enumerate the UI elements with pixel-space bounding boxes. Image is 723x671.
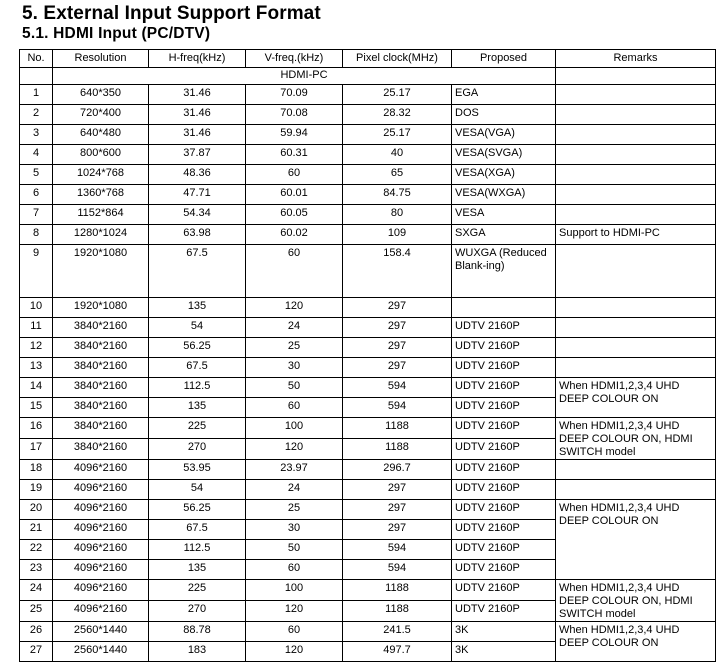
row-remarks bbox=[556, 460, 716, 480]
row-h-freq: 67.5 bbox=[149, 520, 246, 540]
row-resolution: 3840*2160 bbox=[53, 338, 149, 358]
row-proposed: VESA(SVGA) bbox=[452, 145, 556, 165]
row-remarks bbox=[556, 125, 716, 145]
row-pixel-clock: 297 bbox=[343, 520, 452, 540]
row-v-freq: 59.94 bbox=[246, 125, 343, 145]
row-remarks: When HDMI1,2,3,4 UHD DEEP COLOUR ON bbox=[556, 378, 716, 418]
row-remarks bbox=[556, 205, 716, 225]
row-pixel-clock: 594 bbox=[343, 378, 452, 398]
row-number: 15 bbox=[20, 398, 53, 418]
row-resolution: 1280*1024 bbox=[53, 225, 149, 245]
row-h-freq: 135 bbox=[149, 560, 246, 580]
col-header-no: No. bbox=[20, 50, 53, 68]
table-row bbox=[20, 105, 716, 125]
table-row bbox=[20, 358, 716, 378]
row-proposed: UDTV 2160P bbox=[452, 480, 556, 500]
row-pixel-clock: 297 bbox=[343, 318, 452, 338]
row-proposed: VESA bbox=[452, 205, 556, 225]
row-remarks: Support to HDMI-PC bbox=[556, 225, 716, 245]
hdmi-input-format-table bbox=[19, 49, 716, 662]
row-number: 13 bbox=[20, 358, 53, 378]
col-header-h-freq: H-freq(kHz) bbox=[149, 50, 246, 68]
row-pixel-clock: 28.32 bbox=[343, 105, 452, 125]
row-resolution: 2560*1440 bbox=[53, 642, 149, 662]
col-header-resolution: Resolution bbox=[53, 50, 149, 68]
row-v-freq: 30 bbox=[246, 520, 343, 540]
row-h-freq: 67.5 bbox=[149, 358, 246, 378]
row-proposed: 3K bbox=[452, 622, 556, 642]
row-remarks bbox=[556, 165, 716, 185]
section-label: HDMI-PC bbox=[53, 68, 556, 85]
row-h-freq: 225 bbox=[149, 580, 246, 601]
row-v-freq: 23.97 bbox=[246, 460, 343, 480]
row-resolution: 640*350 bbox=[53, 85, 149, 105]
row-number: 11 bbox=[20, 318, 53, 338]
row-h-freq: 31.46 bbox=[149, 125, 246, 145]
row-v-freq: 60.01 bbox=[246, 185, 343, 205]
row-proposed: UDTV 2160P bbox=[452, 460, 556, 480]
row-number: 4 bbox=[20, 145, 53, 165]
row-remarks: When HDMI1,2,3,4 UHD DEEP COLOUR ON bbox=[556, 500, 716, 580]
row-pixel-clock: 297 bbox=[343, 480, 452, 500]
col-header-pixel-clock: Pixel clock(MHz) bbox=[343, 50, 452, 68]
row-v-freq: 120 bbox=[246, 642, 343, 662]
row-proposed: UDTV 2160P bbox=[452, 500, 556, 520]
table-row bbox=[20, 165, 716, 185]
row-proposed: UDTV 2160P bbox=[452, 418, 556, 439]
table-row bbox=[20, 378, 716, 398]
row-number: 3 bbox=[20, 125, 53, 145]
table-row bbox=[20, 338, 716, 358]
row-h-freq: 54 bbox=[149, 318, 246, 338]
table-row bbox=[20, 125, 716, 145]
row-proposed: UDTV 2160P bbox=[452, 398, 556, 418]
row-number: 17 bbox=[20, 439, 53, 460]
row-remarks bbox=[556, 85, 716, 105]
table-row bbox=[20, 298, 716, 318]
row-pixel-clock: 297 bbox=[343, 358, 452, 378]
row-remarks bbox=[556, 298, 716, 318]
row-proposed: DOS bbox=[452, 105, 556, 125]
row-number: 23 bbox=[20, 560, 53, 580]
row-v-freq: 100 bbox=[246, 580, 343, 601]
table-row bbox=[20, 418, 716, 439]
row-v-freq: 30 bbox=[246, 358, 343, 378]
row-pixel-clock: 594 bbox=[343, 560, 452, 580]
row-v-freq: 60 bbox=[246, 560, 343, 580]
row-v-freq: 60 bbox=[246, 398, 343, 418]
row-v-freq: 25 bbox=[246, 338, 343, 358]
row-number: 1 bbox=[20, 85, 53, 105]
col-header-v-freq: V-freq.(kHz) bbox=[246, 50, 343, 68]
table-row bbox=[20, 185, 716, 205]
row-v-freq: 24 bbox=[246, 318, 343, 338]
row-number: 27 bbox=[20, 642, 53, 662]
section-row bbox=[20, 68, 716, 85]
row-h-freq: 54.34 bbox=[149, 205, 246, 225]
row-resolution: 4096*2160 bbox=[53, 580, 149, 601]
row-remarks: When HDMI1,2,3,4 UHD DEEP COLOUR ON, HDMI SWITCH model bbox=[556, 580, 716, 622]
row-h-freq: 56.25 bbox=[149, 500, 246, 520]
row-proposed: UDTV 2160P bbox=[452, 378, 556, 398]
row-resolution: 4096*2160 bbox=[53, 540, 149, 560]
row-h-freq: 88.78 bbox=[149, 622, 246, 642]
row-number: 25 bbox=[20, 601, 53, 622]
row-number: 6 bbox=[20, 185, 53, 205]
row-resolution: 4096*2160 bbox=[53, 601, 149, 622]
row-resolution: 800*600 bbox=[53, 145, 149, 165]
row-v-freq: 24 bbox=[246, 480, 343, 500]
row-h-freq: 37.87 bbox=[149, 145, 246, 165]
row-h-freq: 53.95 bbox=[149, 460, 246, 480]
row-resolution: 1920*1080 bbox=[53, 245, 149, 298]
row-proposed: UDTV 2160P bbox=[452, 338, 556, 358]
row-number: 9 bbox=[20, 245, 53, 298]
row-remarks bbox=[556, 145, 716, 165]
row-resolution: 3840*2160 bbox=[53, 378, 149, 398]
row-h-freq: 63.98 bbox=[149, 225, 246, 245]
row-number: 19 bbox=[20, 480, 53, 500]
row-v-freq: 100 bbox=[246, 418, 343, 439]
row-number: 20 bbox=[20, 500, 53, 520]
row-remarks bbox=[556, 318, 716, 338]
row-v-freq: 120 bbox=[246, 439, 343, 460]
col-header-remarks: Remarks bbox=[556, 50, 716, 68]
row-remarks bbox=[556, 480, 716, 500]
row-h-freq: 135 bbox=[149, 298, 246, 318]
row-resolution: 3840*2160 bbox=[53, 398, 149, 418]
row-resolution: 4096*2160 bbox=[53, 560, 149, 580]
row-v-freq: 70.09 bbox=[246, 85, 343, 105]
table-header-row bbox=[20, 50, 716, 68]
row-remarks bbox=[556, 338, 716, 358]
row-number: 22 bbox=[20, 540, 53, 560]
row-number: 2 bbox=[20, 105, 53, 125]
row-h-freq: 67.5 bbox=[149, 245, 246, 298]
row-proposed: UDTV 2160P bbox=[452, 318, 556, 338]
row-proposed: UDTV 2160P bbox=[452, 439, 556, 460]
page-title: 5. External Input Support Format bbox=[22, 3, 321, 24]
row-remarks: When HDMI1,2,3,4 UHD DEEP COLOUR ON bbox=[556, 622, 716, 662]
row-proposed: EGA bbox=[452, 85, 556, 105]
row-number: 5 bbox=[20, 165, 53, 185]
row-h-freq: 135 bbox=[149, 398, 246, 418]
row-remarks bbox=[556, 358, 716, 378]
row-v-freq: 60.31 bbox=[246, 145, 343, 165]
row-h-freq: 31.46 bbox=[149, 105, 246, 125]
row-proposed: UDTV 2160P bbox=[452, 560, 556, 580]
row-resolution: 1920*1080 bbox=[53, 298, 149, 318]
row-resolution: 1360*768 bbox=[53, 185, 149, 205]
row-resolution: 2560*1440 bbox=[53, 622, 149, 642]
section-empty-cell bbox=[556, 68, 716, 85]
row-resolution: 3840*2160 bbox=[53, 439, 149, 460]
row-h-freq: 270 bbox=[149, 439, 246, 460]
row-pixel-clock: 297 bbox=[343, 298, 452, 318]
row-pixel-clock: 1188 bbox=[343, 580, 452, 601]
row-h-freq: 112.5 bbox=[149, 540, 246, 560]
table-row bbox=[20, 318, 716, 338]
row-pixel-clock: 25.17 bbox=[343, 125, 452, 145]
table-row bbox=[20, 500, 716, 520]
row-v-freq: 60 bbox=[246, 622, 343, 642]
row-v-freq: 25 bbox=[246, 500, 343, 520]
table-row bbox=[20, 225, 716, 245]
row-pixel-clock: 40 bbox=[343, 145, 452, 165]
table-row bbox=[20, 205, 716, 225]
row-h-freq: 54 bbox=[149, 480, 246, 500]
row-number: 16 bbox=[20, 418, 53, 439]
row-resolution: 4096*2160 bbox=[53, 480, 149, 500]
row-pixel-clock: 109 bbox=[343, 225, 452, 245]
row-remarks bbox=[556, 245, 716, 298]
row-pixel-clock: 497.7 bbox=[343, 642, 452, 662]
table-row bbox=[20, 460, 716, 480]
row-v-freq: 50 bbox=[246, 540, 343, 560]
row-pixel-clock: 297 bbox=[343, 338, 452, 358]
row-v-freq: 60 bbox=[246, 165, 343, 185]
row-resolution: 640*480 bbox=[53, 125, 149, 145]
row-proposed: VESA(VGA) bbox=[452, 125, 556, 145]
row-number: 8 bbox=[20, 225, 53, 245]
row-pixel-clock: 25.17 bbox=[343, 85, 452, 105]
row-pixel-clock: 296.7 bbox=[343, 460, 452, 480]
row-pixel-clock: 65 bbox=[343, 165, 452, 185]
row-proposed: UDTV 2160P bbox=[452, 358, 556, 378]
row-h-freq: 47.71 bbox=[149, 185, 246, 205]
row-number: 18 bbox=[20, 460, 53, 480]
row-v-freq: 60 bbox=[246, 245, 343, 298]
row-pixel-clock: 297 bbox=[343, 500, 452, 520]
row-proposed bbox=[452, 298, 556, 318]
row-proposed: UDTV 2160P bbox=[452, 580, 556, 601]
row-proposed: UDTV 2160P bbox=[452, 540, 556, 560]
row-resolution: 4096*2160 bbox=[53, 520, 149, 540]
table-row bbox=[20, 245, 716, 298]
row-v-freq: 50 bbox=[246, 378, 343, 398]
row-resolution: 720*400 bbox=[53, 105, 149, 125]
row-resolution: 3840*2160 bbox=[53, 318, 149, 338]
row-pixel-clock: 158.4 bbox=[343, 245, 452, 298]
table-row bbox=[20, 85, 716, 105]
table-row bbox=[20, 145, 716, 165]
row-pixel-clock: 80 bbox=[343, 205, 452, 225]
row-h-freq: 270 bbox=[149, 601, 246, 622]
row-number: 26 bbox=[20, 622, 53, 642]
table-row bbox=[20, 622, 716, 642]
row-pixel-clock: 1188 bbox=[343, 601, 452, 622]
row-resolution: 1024*768 bbox=[53, 165, 149, 185]
row-v-freq: 60.02 bbox=[246, 225, 343, 245]
row-v-freq: 70.08 bbox=[246, 105, 343, 125]
row-h-freq: 48.36 bbox=[149, 165, 246, 185]
row-h-freq: 56.25 bbox=[149, 338, 246, 358]
row-proposed: SXGA bbox=[452, 225, 556, 245]
section-empty-cell bbox=[20, 68, 53, 85]
row-proposed: WUXGA (Reduced Blank-ing) bbox=[452, 245, 556, 298]
row-h-freq: 112.5 bbox=[149, 378, 246, 398]
row-proposed: UDTV 2160P bbox=[452, 520, 556, 540]
row-v-freq: 120 bbox=[246, 601, 343, 622]
row-number: 14 bbox=[20, 378, 53, 398]
row-number: 10 bbox=[20, 298, 53, 318]
row-pixel-clock: 1188 bbox=[343, 418, 452, 439]
row-proposed: 3K bbox=[452, 642, 556, 662]
table-row bbox=[20, 480, 716, 500]
row-resolution: 1152*864 bbox=[53, 205, 149, 225]
row-resolution: 4096*2160 bbox=[53, 460, 149, 480]
row-number: 7 bbox=[20, 205, 53, 225]
section-title: 5.1. HDMI Input (PC/DTV) bbox=[22, 25, 211, 42]
row-number: 21 bbox=[20, 520, 53, 540]
row-proposed: UDTV 2160P bbox=[452, 601, 556, 622]
row-resolution: 4096*2160 bbox=[53, 500, 149, 520]
col-header-proposed: Proposed bbox=[452, 50, 556, 68]
row-remarks: When HDMI1,2,3,4 UHD DEEP COLOUR ON, HDMI SWITCH model bbox=[556, 418, 716, 460]
row-pixel-clock: 1188 bbox=[343, 439, 452, 460]
row-v-freq: 60.05 bbox=[246, 205, 343, 225]
row-pixel-clock: 84.75 bbox=[343, 185, 452, 205]
row-resolution: 3840*2160 bbox=[53, 418, 149, 439]
row-number: 24 bbox=[20, 580, 53, 601]
row-h-freq: 31.46 bbox=[149, 85, 246, 105]
row-h-freq: 183 bbox=[149, 642, 246, 662]
row-v-freq: 120 bbox=[246, 298, 343, 318]
row-proposed: VESA(WXGA) bbox=[452, 185, 556, 205]
row-h-freq: 225 bbox=[149, 418, 246, 439]
table-row bbox=[20, 580, 716, 601]
row-number: 12 bbox=[20, 338, 53, 358]
row-proposed: VESA(XGA) bbox=[452, 165, 556, 185]
row-resolution: 3840*2160 bbox=[53, 358, 149, 378]
row-remarks bbox=[556, 105, 716, 125]
row-pixel-clock: 241.5 bbox=[343, 622, 452, 642]
row-pixel-clock: 594 bbox=[343, 398, 452, 418]
row-pixel-clock: 594 bbox=[343, 540, 452, 560]
row-remarks bbox=[556, 185, 716, 205]
